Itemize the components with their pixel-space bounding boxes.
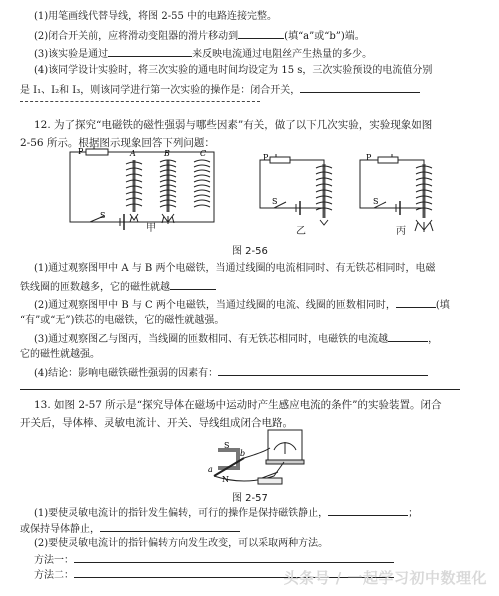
q11-line-3: (3)该实验是通过 来反映电流通过电阻丝产生热量的多少。 bbox=[34, 46, 372, 62]
label-p: P bbox=[78, 147, 84, 156]
q13-p2-line: (2)要使灵敏电流计的指针偏转方向发生改变，可以采取两种方法。 bbox=[34, 538, 329, 549]
q12-line-2: 2-56 所示。根据图示现象回答下列问题： bbox=[20, 137, 215, 149]
answer-line[interactable] bbox=[20, 101, 260, 102]
answer-blank[interactable] bbox=[300, 82, 420, 93]
label-s-bing: S bbox=[373, 197, 379, 206]
circuit-yi bbox=[260, 154, 332, 225]
label-b: B bbox=[164, 149, 170, 158]
q13-p1-line-2: 或保持导体静止， bbox=[20, 521, 240, 537]
label-s: S bbox=[100, 211, 106, 220]
q12-p3-line-2: 它的磁性就越强。 bbox=[20, 349, 100, 360]
answer-line[interactable] bbox=[20, 381, 460, 390]
q11-line-1: (1)用笔画线代替导线，将图 2-55 中的电路连接完整。 bbox=[34, 11, 277, 22]
figure-caption-2-57: 图 2-57 bbox=[232, 493, 268, 504]
switch bbox=[258, 478, 282, 484]
q13-p1-line-1: (1)要使灵敏电流计的指针发生偏转，可行的操作是保持磁铁静止， ； bbox=[34, 505, 418, 521]
q12-p1-line-2: 铁线圈的匝数越多，它的磁性就越 bbox=[20, 279, 216, 295]
answer-blank[interactable] bbox=[328, 505, 408, 516]
q13-method-1: 方法一： bbox=[34, 552, 394, 568]
answer-blank[interactable] bbox=[74, 552, 394, 563]
circuit-bing bbox=[360, 154, 433, 232]
label-b: b bbox=[240, 449, 246, 458]
watermark: 头条号 / 一起学习初中数理化 bbox=[283, 569, 487, 587]
electromagnet-b bbox=[160, 160, 176, 224]
label-n-pole: N bbox=[222, 475, 229, 484]
electromagnet-a bbox=[126, 160, 142, 222]
answer-blank[interactable] bbox=[108, 46, 192, 57]
label-p-bing: P bbox=[366, 153, 372, 162]
q11-line-5: 是 I₁、I₂和 I₃，则该同学进行第一次实验的操作是：闭合开关， bbox=[20, 82, 420, 98]
q12-line-1: 12. 为了探究“电磁铁的磁性强弱与哪些因素”有关，做了以下几次实验，实验现象如图 bbox=[34, 119, 433, 131]
label-jia: 甲 bbox=[146, 223, 156, 234]
label-p-yi: P bbox=[263, 153, 269, 162]
answer-blank[interactable] bbox=[170, 279, 216, 290]
figure-caption-2-56: 图 2-56 bbox=[232, 246, 268, 257]
label-bing: 丙 bbox=[396, 226, 406, 237]
q12-p2-line-1: (2)通过观察图甲中 B 与 C 两个电磁铁，当通过线圈的电流、线圈的匝数相同时， (填 bbox=[34, 297, 450, 313]
figure-2-57 bbox=[196, 428, 316, 492]
q12-p3-line-1: (3)通过观察图乙与图丙，当线圈的匝数相同、有无铁芯相同时，电磁铁的电流越 ， bbox=[34, 331, 438, 347]
label-yi: 乙 bbox=[296, 226, 306, 237]
label-s-yi: S bbox=[272, 197, 278, 206]
label-c: C bbox=[200, 149, 207, 158]
answer-blank[interactable] bbox=[218, 365, 428, 376]
q12-p4-line: (4)结论：影响电磁铁磁性强弱的因素有： bbox=[34, 365, 428, 381]
q12-p1-line-1: (1)通过观察图甲中 A 与 B 两个电磁铁，当通过线圈的电流相同时、有无铁芯相同时，电磁 bbox=[34, 263, 436, 274]
q13-line-2: 开关后，导体棒、灵敏电流计、开关、导线组成闭合电路。 bbox=[20, 417, 293, 429]
q11-line-4: (4)该同学设计实验时，将三次实验的通电时间均设定为 15 s，三次实验预设的电流值分别 bbox=[34, 65, 433, 76]
q13-method-2: 方法二： bbox=[34, 567, 394, 583]
answer-blank[interactable] bbox=[388, 331, 428, 342]
circuit-jia bbox=[70, 146, 214, 230]
q11-line-2: (2)闭合开关前，应将滑动变阻器的滑片移动到 (填“a”或“b”)端。 bbox=[34, 28, 365, 44]
answer-blank[interactable] bbox=[100, 521, 240, 532]
answer-blank[interactable] bbox=[238, 28, 284, 39]
q13-line-1: 13. 如图 2-57 所示是“探究导体在磁场中运动时产生感应电流的条件”的实验装置。闭合 bbox=[34, 399, 442, 411]
label-a: A bbox=[130, 149, 136, 158]
figure-2-56 bbox=[60, 146, 440, 246]
label-s-pole: S bbox=[224, 441, 230, 450]
u-magnet bbox=[218, 450, 238, 468]
electromagnet-c bbox=[194, 160, 210, 207]
label-a: a bbox=[208, 465, 213, 474]
q12-p2-line-2: “有”或“无”)铁芯的电磁铁，它的磁性就越强。 bbox=[20, 315, 225, 326]
answer-blank[interactable] bbox=[396, 297, 436, 308]
